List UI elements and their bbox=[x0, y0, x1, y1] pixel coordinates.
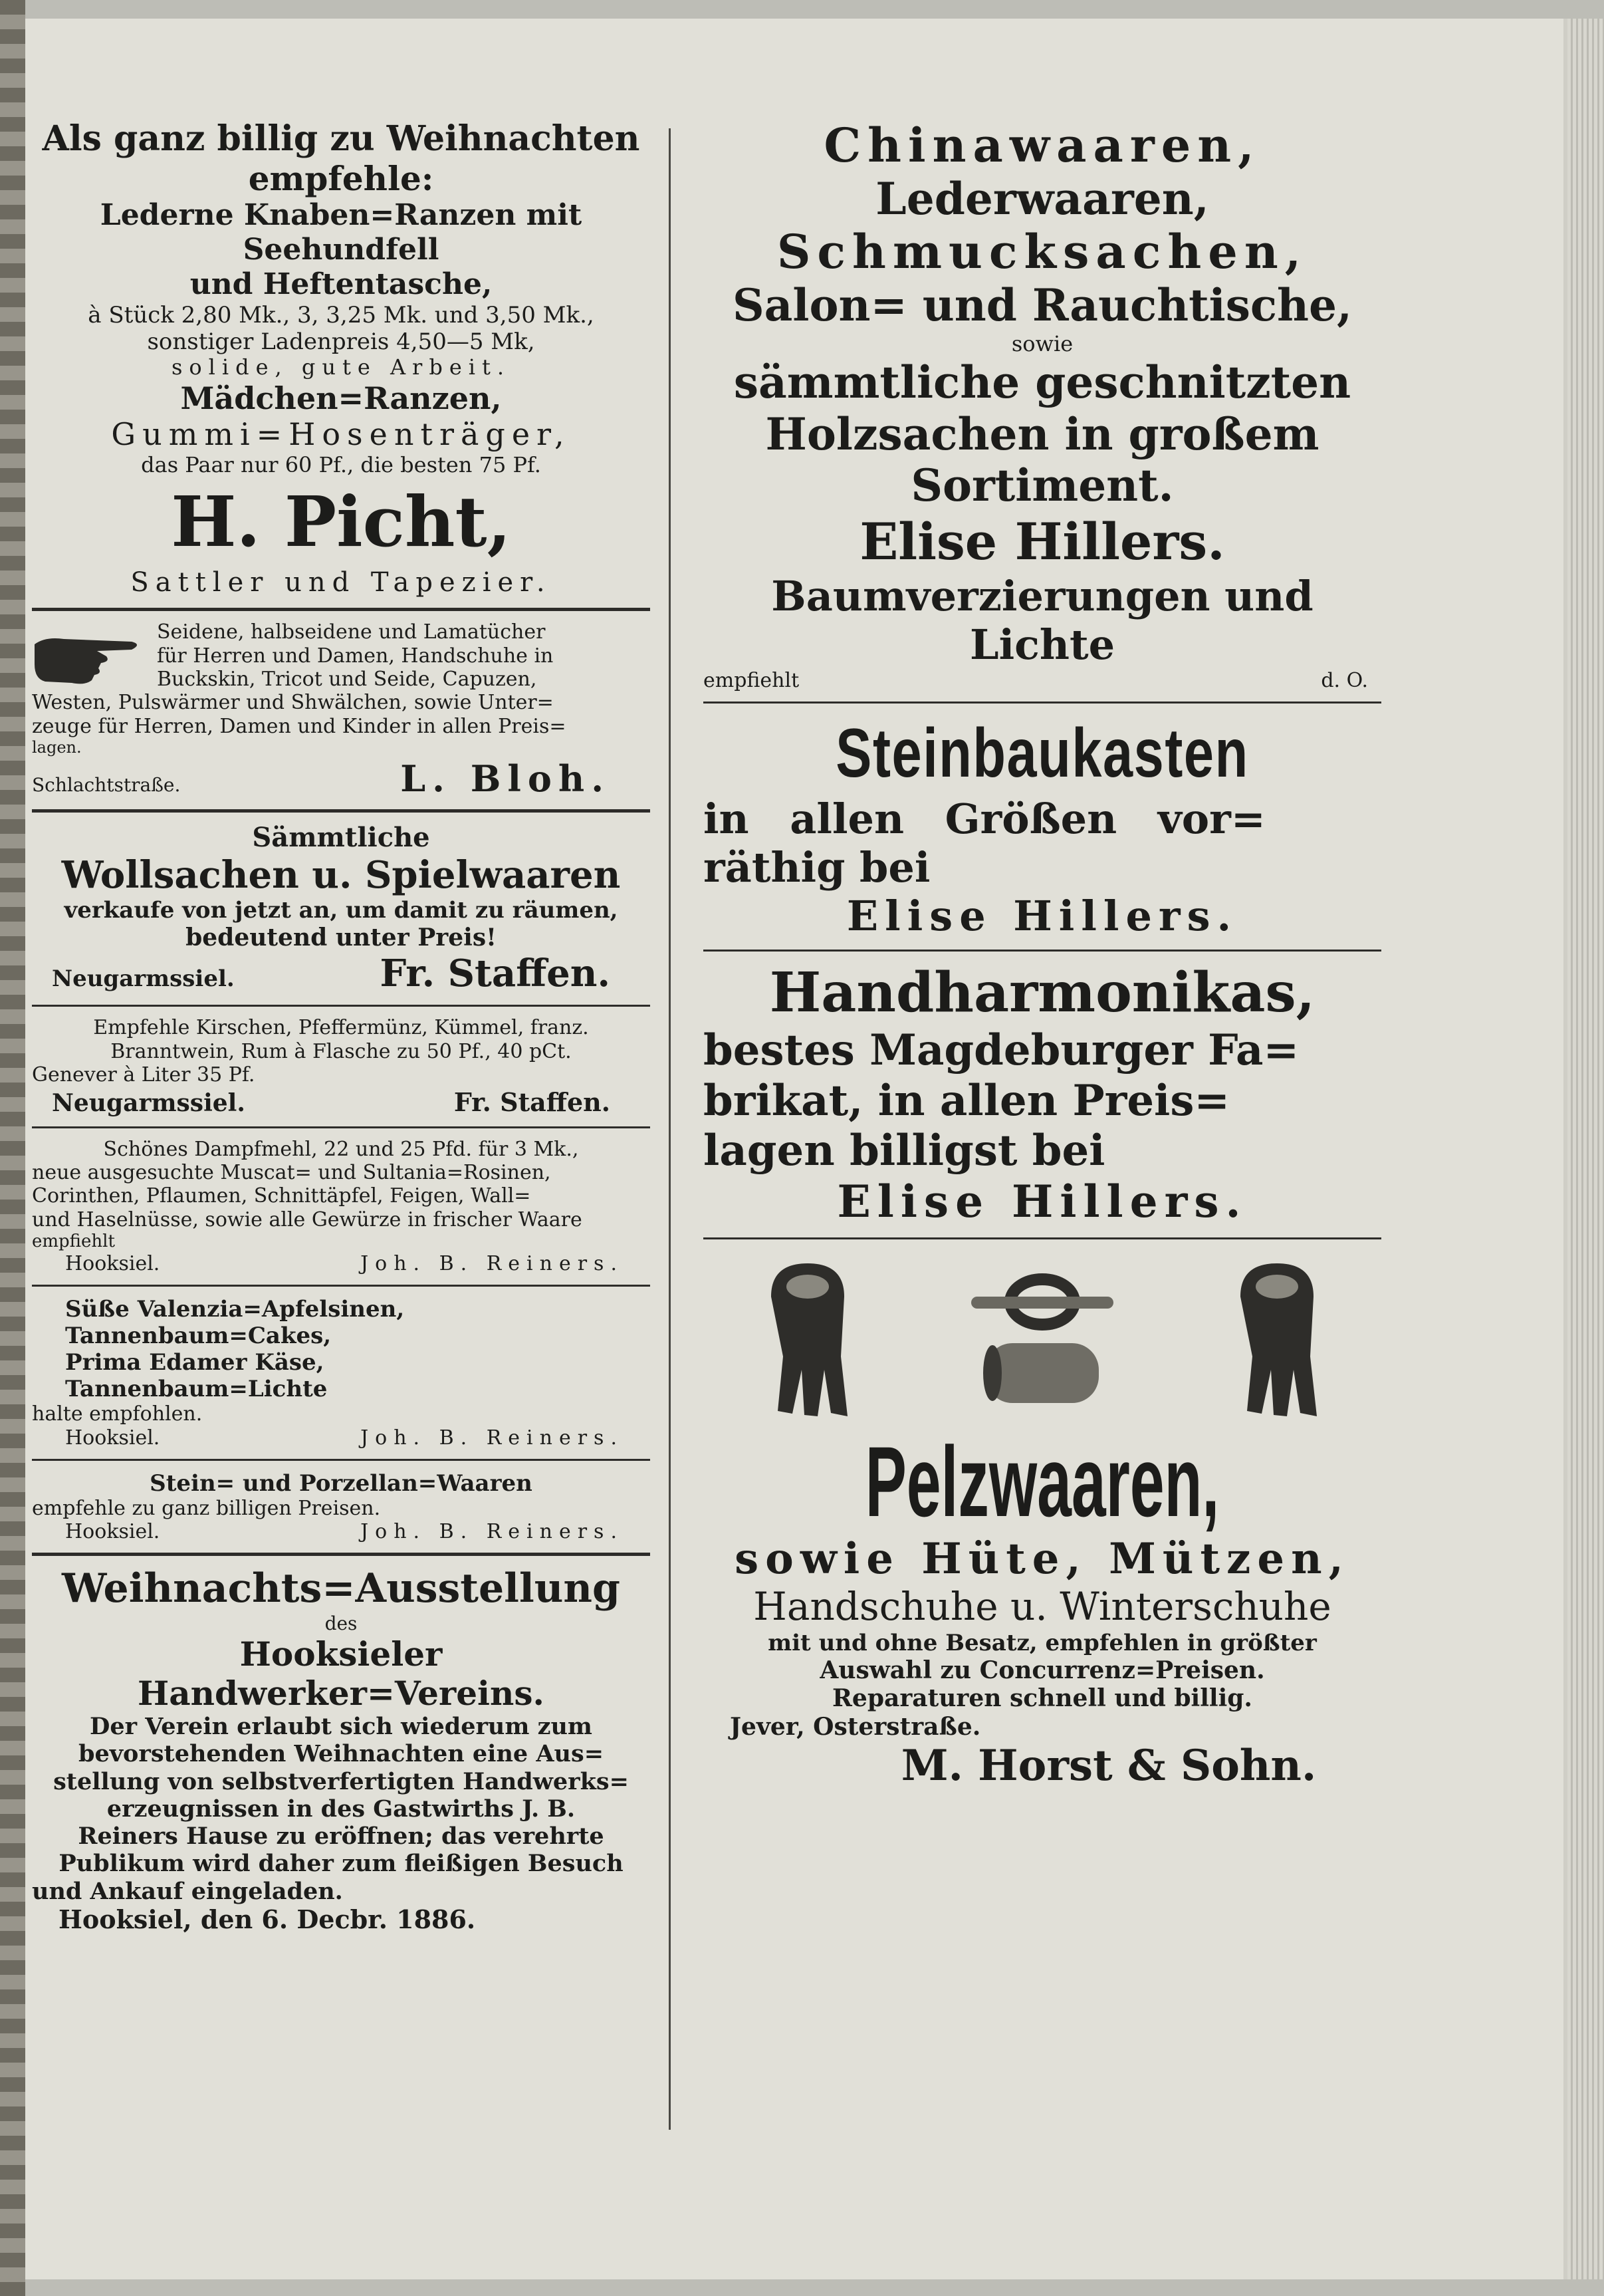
fur-glove-icon bbox=[1227, 1257, 1327, 1423]
ad-line: Salon= und Rauchtische, bbox=[732, 279, 1353, 332]
ad-line: Der Verein erlaubt sich wiederum zum bbox=[90, 1712, 592, 1740]
ad-line: brikat, in allen Preis= bbox=[703, 1075, 1230, 1126]
place-label: Hooksiel. bbox=[65, 1520, 160, 1544]
ad-line: Corinthen, Pflaumen, Schnittäpfel, Feigen, Wall= bbox=[32, 1184, 531, 1208]
ad-reiners-groceries bbox=[32, 1138, 650, 1275]
ad-line: Buckskin, Tricot und Seide, Capuzen, bbox=[157, 668, 537, 692]
ad-staffen-wollsachen bbox=[32, 822, 650, 996]
advertiser-name: Fr. Staffen. bbox=[380, 952, 610, 996]
advertiser-name: Elise Hillers. bbox=[859, 512, 1225, 572]
ad-line: Hooksieler Handwerker=Vereins. bbox=[138, 1634, 544, 1713]
ad-horst-pelzwaaren bbox=[703, 1257, 1381, 1791]
ad-separator bbox=[32, 1553, 650, 1556]
ad-hillers-steinbaukasten bbox=[703, 713, 1381, 940]
ad-headline: Steinbaukasten bbox=[836, 715, 1249, 793]
ad-line: Stein= und Porzellan=Waaren bbox=[150, 1469, 532, 1497]
ad-line: das Paar nur 60 Pf., die besten 75 Pf. bbox=[141, 451, 541, 477]
ad-line: Westen, Pulswärmer und Shwälchen, sowie Unter= bbox=[32, 691, 554, 715]
ad-separator bbox=[32, 1005, 650, 1007]
ad-hillers-harmonikas bbox=[703, 961, 1381, 1227]
ad-line: Seidene, halbseidene und Lamatücher bbox=[157, 620, 546, 644]
advertiser-name: Joh. B. Reiners. bbox=[360, 1251, 624, 1275]
ad-line: Empfehle Kirschen, Pfeffermünz, Kümmel, franz. bbox=[93, 1016, 589, 1040]
ad-line: Sämmtliche bbox=[252, 821, 430, 853]
ad-separator bbox=[32, 1126, 650, 1128]
fur-illustrations bbox=[703, 1257, 1381, 1423]
advertiser-name: Elise Hillers. bbox=[846, 892, 1238, 941]
ad-line: empfehle zu ganz billigen Preisen. bbox=[32, 1496, 381, 1520]
advertiser-name: L. Bloh. bbox=[400, 757, 610, 800]
ad-line: Sortiment. bbox=[911, 459, 1174, 512]
ad-line: Lederwaaren, bbox=[875, 172, 1209, 225]
ad-line: Gummi=Hosenträger, bbox=[111, 416, 571, 453]
ad-line: solide, gute Arbeit. bbox=[171, 354, 511, 380]
ad-line: in allen Größen vor= bbox=[703, 795, 1266, 844]
ad-line: Reiners Hause zu eröffnen; das verehrte bbox=[78, 1823, 604, 1850]
ad-line: und Heftentasche, bbox=[189, 267, 493, 302]
ad-line: Baumverzierungen und bbox=[771, 571, 1314, 620]
left-column bbox=[32, 118, 650, 1935]
ad-line: Schmucksachen, bbox=[776, 224, 1308, 280]
ad-line: lagen. bbox=[32, 738, 82, 757]
advertiser-name: H. Picht, bbox=[171, 481, 511, 563]
ad-separator bbox=[703, 1237, 1381, 1239]
ad-line: Wollsachen u. Spielwaaren bbox=[61, 852, 621, 897]
ad-line: sonstiger Ladenpreis 4,50—5 Mk, bbox=[147, 328, 535, 356]
street-label: Schlachtstraße. bbox=[32, 773, 181, 796]
ad-line: verkaufe von jetzt an, um damit zu räumen, bbox=[64, 896, 618, 924]
place-label: Neugarmssiel. bbox=[52, 1088, 245, 1117]
ad-line: und Ankauf eingeladen. bbox=[32, 1877, 343, 1905]
book-binding bbox=[0, 0, 25, 2296]
ad-line: Prima Edamer Käse, bbox=[65, 1348, 324, 1376]
page-edges bbox=[1567, 19, 1604, 2279]
ad-line: zeuge für Herren, Damen und Kinder in allen Preis= bbox=[32, 714, 566, 738]
ad-line: Lichte bbox=[969, 620, 1115, 670]
ad-line: sämmtliche geschnitzten bbox=[733, 356, 1351, 408]
pointing-hand-icon bbox=[32, 624, 145, 688]
ad-line: erzeugnissen in des Gastwirths J. B. bbox=[106, 1795, 576, 1823]
ad-line: stellung von selbstverfertigten Handwerks= bbox=[53, 1767, 629, 1795]
ad-line: Reparaturen schnell und billig. bbox=[832, 1684, 1252, 1713]
ad-handwerker-verein bbox=[32, 1565, 650, 1935]
ad-line: bestes Magdeburger Fa= bbox=[703, 1025, 1300, 1076]
fur-muff-icon bbox=[966, 1270, 1119, 1410]
ad-line: Mädchen=Ranzen, bbox=[180, 380, 502, 417]
ad-separator bbox=[32, 1285, 650, 1287]
ad-line: Lederne Knaben=Ranzen mit Seehundfell bbox=[100, 198, 582, 267]
advertiser-name: M. Horst & Sohn. bbox=[901, 1741, 1317, 1791]
ad-line: des bbox=[324, 1612, 358, 1634]
ad-line: Tannenbaum=Lichte bbox=[65, 1376, 328, 1403]
ad-line: Chinawaaren, bbox=[824, 118, 1261, 173]
ad-line: mit und ohne Besatz, empfehlen in größter bbox=[768, 1629, 1317, 1656]
ad-line: sowie Hüte, Mützen, bbox=[735, 1533, 1350, 1584]
newspaper-page bbox=[25, 19, 1567, 2279]
ad-bloh bbox=[32, 620, 650, 799]
ad-line: für Herren und Damen, Handschuhe in bbox=[157, 644, 554, 668]
ad-line: Tannenbaum=Cakes, bbox=[65, 1322, 332, 1349]
fur-glove-icon bbox=[758, 1257, 858, 1423]
advertiser-name: Joh. B. Reiners. bbox=[360, 1426, 624, 1450]
ad-line: sowie bbox=[1011, 330, 1074, 356]
advertiser-trade: Sattler und Tapezier. bbox=[130, 567, 552, 598]
ad-separator bbox=[32, 809, 650, 813]
ad-staffen-spirits bbox=[32, 1016, 650, 1116]
advertiser-name: Fr. Staffen. bbox=[453, 1086, 610, 1117]
ad-line: neue ausgesuchte Muscat= und Sultania=Rosinen, bbox=[32, 1160, 551, 1184]
ad-line: Süße Valenzia=Apfelsinen, bbox=[65, 1295, 405, 1323]
ad-line: à Stück 2,80 Mk., 3, 3,25 Mk. und 3,50 Mk., bbox=[88, 302, 594, 329]
ad-line: empfiehlt bbox=[32, 1231, 115, 1252]
place-label: Hooksiel. bbox=[65, 1426, 160, 1450]
ad-separator bbox=[703, 702, 1381, 703]
advertiser-name: Elise Hillers. bbox=[837, 1175, 1248, 1227]
ad-line: bevorstehenden Weihnachten eine Aus= bbox=[78, 1740, 604, 1768]
ad-line: lagen billigst bei bbox=[703, 1126, 1105, 1176]
ad-line: Branntwein, Rum à Flasche zu 50 Pf., 40 pCt. bbox=[110, 1039, 572, 1063]
place-label: Hooksiel. bbox=[65, 1251, 160, 1275]
ad-line: und Haselnüsse, sowie alle Gewürze in frischer Waare bbox=[32, 1208, 582, 1231]
ad-line: Genever à Liter 35 Pf. bbox=[32, 1063, 255, 1087]
recommend-label: empfiehlt bbox=[703, 669, 800, 693]
ad-date: Hooksiel, den 6. Decbr. 1886. bbox=[58, 1904, 476, 1934]
ad-line: halte empfohlen. bbox=[32, 1402, 203, 1426]
ad-line: Auswahl zu Concurrenz=Preisen. bbox=[820, 1656, 1265, 1684]
ad-picht bbox=[32, 118, 650, 598]
ad-separator bbox=[32, 1459, 650, 1461]
ad-separator bbox=[703, 950, 1381, 952]
place-label: Neugarmssiel. bbox=[52, 965, 235, 993]
ad-line: Weihnachts=Ausstellung bbox=[62, 1565, 620, 1612]
ad-hillers-china bbox=[703, 118, 1381, 692]
ad-line: Holzsachen in großem bbox=[765, 408, 1319, 460]
ad-headline: Pelzwaaren, bbox=[865, 1425, 1220, 1537]
ad-line: bedeutend unter Preis! bbox=[185, 923, 497, 952]
ad-line: Schönes Dampfmehl, 22 und 25 Pfd. für 3 Mk., bbox=[103, 1137, 579, 1161]
ad-line: Jever, Osterstraße. bbox=[730, 1712, 981, 1741]
advertiser-name: Joh. B. Reiners. bbox=[360, 1520, 624, 1544]
ad-headline: Handharmonikas, bbox=[769, 961, 1316, 1025]
ad-line: Handschuhe u. Winterschuhe bbox=[753, 1584, 1331, 1630]
ad-reiners-porcelain bbox=[32, 1470, 650, 1544]
ad-reiners-delicacies bbox=[32, 1296, 650, 1450]
column-divider bbox=[669, 128, 671, 2130]
ad-line: räthig bei bbox=[703, 843, 931, 892]
ad-line: Als ganz billig zu Weihnachten bbox=[42, 118, 640, 159]
signature-label: d. O. bbox=[1321, 669, 1368, 693]
ad-line: Publikum wird daher zum fleißigen Besuch bbox=[58, 1850, 624, 1878]
ad-line: empfehle: bbox=[248, 159, 434, 199]
right-column bbox=[703, 118, 1381, 1791]
ad-separator bbox=[32, 608, 650, 611]
